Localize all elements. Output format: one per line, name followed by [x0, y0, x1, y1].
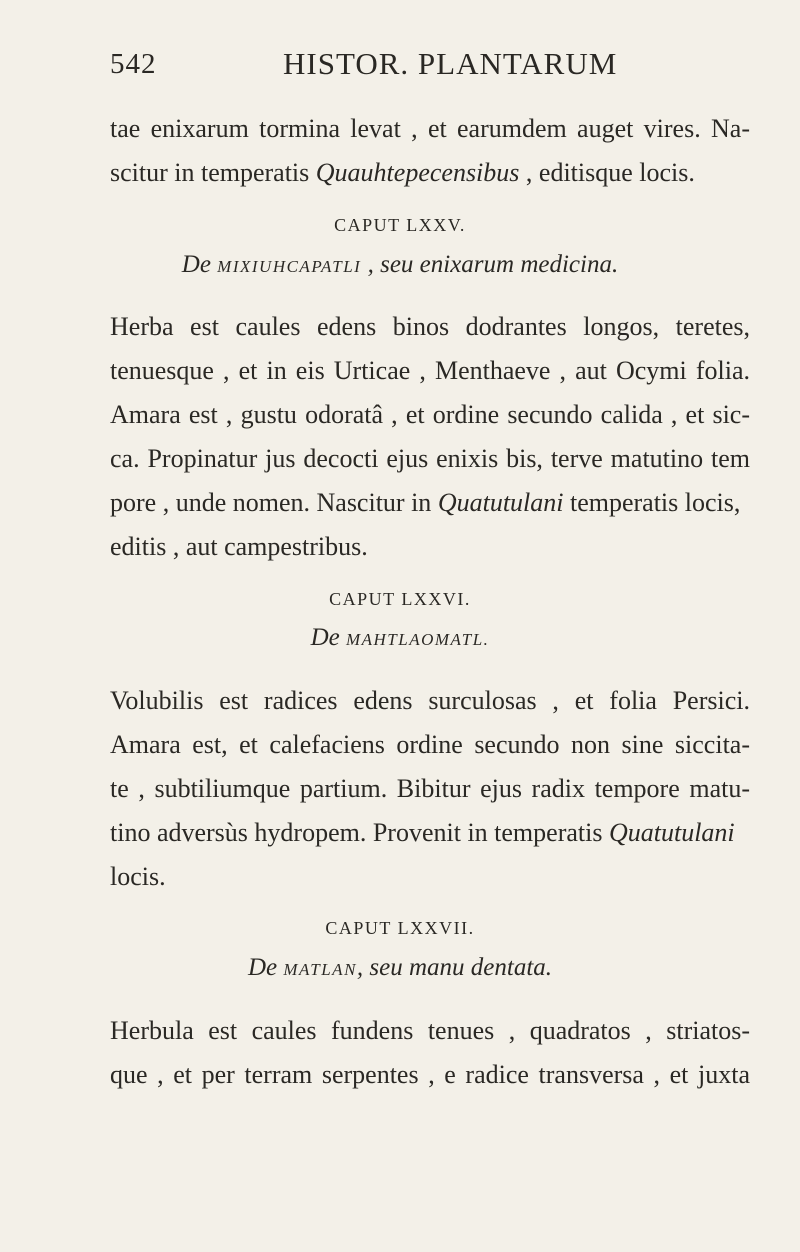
page-header	[0, 46, 800, 96]
text-line: tae enixarum tormina levat , et earumdem auget vires. Na-	[110, 114, 750, 143]
chapter-number: CAPUT LXXVII.	[325, 918, 475, 938]
chapter-title: De MIXIUHCAPATLI , seu enixarum medicina.	[181, 251, 619, 278]
chapter-number: CAPUT LXXVI.	[329, 589, 471, 609]
text-line: editis , aut campestribus.	[110, 532, 368, 561]
chapter-number: CAPUT LXXV.	[334, 215, 466, 235]
text-line: te , subtiliumque partium. Bibitur ejus radix tempore matu-	[110, 774, 750, 803]
text-line: tino adversùs hydropem. Provenit in temperatis Quatutulani	[110, 818, 735, 847]
text-line: locis.	[110, 862, 166, 891]
text-line: Volubilis est radices edens surculosas , et folia Persici.	[110, 686, 750, 715]
text-line: que , et per terram serpentes , e radice transversa , et juxta	[110, 1060, 750, 1089]
text-line: Amara est , gustu odoratâ , et ordine secundo calida , et sic-	[110, 400, 750, 429]
page-number: 542	[110, 48, 157, 80]
text-line: Herba est caules edens binos dodrantes longos, teretes,	[110, 312, 750, 341]
chapter-title: De MAHTLAOMATL.	[310, 624, 490, 651]
chapter-title: De MATLAN, seu manu dentata.	[247, 954, 553, 981]
text-line: pore , unde nomen. Nascitur in Quatutulani temperatis locis,	[110, 488, 741, 517]
running-title: HISTOR. PLANTARUM	[283, 46, 618, 81]
text-line: tenuesque , et in eis Urticae , Menthaeve , aut Ocymi folia.	[110, 356, 750, 385]
text-line: Herbula est caules fundens tenues , quadratos , striatos-	[110, 1016, 750, 1045]
plant-name: MIXIUHCAPATLI	[217, 257, 362, 276]
plant-name: MAHTLAOMATL.	[345, 630, 490, 649]
text-line: ca. Propinatur jus decocti ejus enixis bis, terve matutino tem	[110, 444, 750, 473]
text-line: scitur in temperatis Quauhtepecensibus , editisque locis.	[110, 158, 695, 187]
plant-name: MATLAN	[283, 960, 357, 979]
text-line: Amara est, et calefaciens ordine secundo non sine siccita-	[110, 730, 750, 759]
